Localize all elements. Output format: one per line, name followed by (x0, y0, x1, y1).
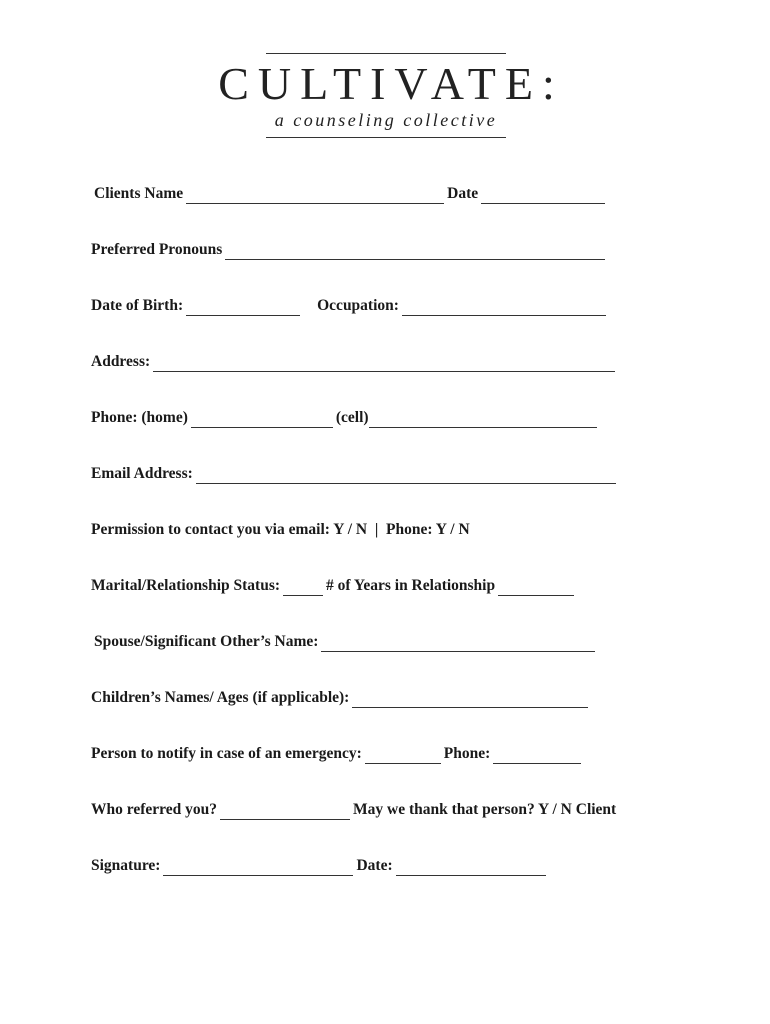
emergency-contact-field[interactable] (365, 748, 441, 764)
spouse-field[interactable] (321, 636, 595, 652)
date-field[interactable] (481, 188, 605, 204)
years-field[interactable] (498, 580, 574, 596)
signature-date-field[interactable] (396, 860, 546, 876)
thank-text: May we thank that person? Y / N Client (353, 801, 617, 818)
client-name-row (94, 182, 608, 204)
emergency-row (91, 742, 584, 764)
pronouns-row (91, 238, 608, 260)
logo-top-rule (266, 53, 506, 54)
email-row (91, 462, 619, 484)
client-name-field[interactable] (186, 188, 444, 204)
dob-label: Date of Birth: (91, 297, 184, 314)
phone-row (91, 406, 600, 428)
children-label: Children’s Names/ Ages (if applicable): (91, 689, 350, 706)
emergency-phone-field[interactable] (493, 748, 581, 764)
address-field[interactable] (153, 356, 615, 372)
address-row (91, 350, 618, 372)
marital-label: Marital/Relationship Status: (91, 577, 281, 594)
address-label: Address: (91, 353, 151, 370)
children-field[interactable] (352, 692, 588, 708)
phone-cell-label: (cell) (335, 409, 369, 426)
email-label: Email Address: (91, 465, 193, 482)
logo-subtitle: a counseling collective (274, 110, 498, 130)
signature-label: Signature: (91, 857, 161, 874)
signature-row (91, 854, 549, 876)
client-name-label: Clients Name (94, 185, 184, 202)
dob-occupation-row (91, 294, 609, 316)
dob-field[interactable] (186, 300, 300, 316)
spouse-row (94, 630, 598, 652)
phone-cell-field[interactable] (369, 412, 597, 428)
phone-home-label: Phone: (home) (91, 409, 188, 426)
signature-date-label: Date: (356, 857, 393, 874)
date-label: Date (447, 185, 479, 202)
referred-field[interactable] (220, 804, 350, 820)
occupation-label: Occupation: (317, 297, 399, 314)
permission-text: Permission to contact you via email: Y / N | Phone: Y / N (91, 521, 470, 538)
signature-field[interactable] (163, 860, 353, 876)
logo-bottom-rule (266, 137, 506, 138)
emergency-phone-label: Phone: (443, 745, 491, 762)
occupation-field[interactable] (402, 300, 606, 316)
pronouns-label: Preferred Pronouns (91, 241, 223, 258)
years-label: # of Years in Relationship (326, 577, 496, 594)
logo-title: CULTIVATE: (218, 58, 564, 109)
permission-row (91, 518, 470, 540)
spouse-label: Spouse/Significant Other’s Name: (94, 633, 319, 650)
phone-home-field[interactable] (191, 412, 333, 428)
marital-field[interactable] (283, 580, 323, 596)
marital-row (91, 574, 577, 596)
email-field[interactable] (196, 468, 616, 484)
referred-label: Who referred you? (91, 801, 217, 818)
pronouns-field[interactable] (225, 244, 605, 260)
emergency-label: Person to notify in case of an emergency: (91, 745, 362, 762)
referral-row (91, 798, 616, 820)
children-row (91, 686, 591, 708)
